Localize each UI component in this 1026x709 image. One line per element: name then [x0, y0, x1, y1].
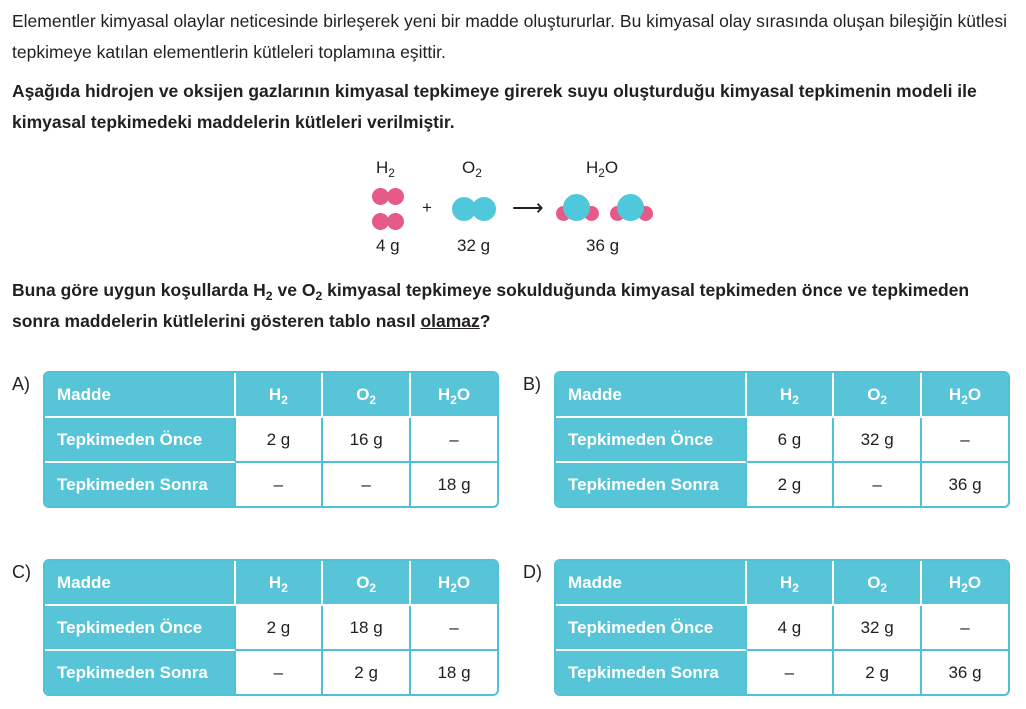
- header-h2o: $H_2O$: [922, 373, 1008, 418]
- row-label-after: Tepkimeden Sonra: [45, 651, 236, 694]
- cell-h2-after: –: [747, 651, 835, 694]
- cell-h2-after: –: [236, 651, 324, 694]
- intro-paragraph-1: Elementler kimyasal olaylar neticesinde birleşerek yeni bir madde oluştururlar. Bu kimyasal olay sırasında oluşan bileşiğin kütlesi tepkimeye katılan elementlerin kütleleri toplamına eşittir.: [12, 11, 1008, 62]
- cell-h2-before: 4 g: [747, 606, 835, 651]
- header-h2o: $H_2O$: [922, 561, 1008, 606]
- row-label-before: Tepkimeden Önce: [45, 606, 236, 651]
- header-o2: $O_2$: [323, 561, 411, 606]
- option-b-table[interactable]: [554, 371, 1010, 508]
- underlined-word: olamaz: [420, 311, 480, 331]
- cell-o2-after: –: [834, 463, 922, 506]
- header-h2o: $H_2O$: [411, 561, 497, 606]
- cell-h2-before: 6 g: [747, 418, 835, 463]
- header-h2: $H_2$: [236, 561, 324, 606]
- header-o2: $O_2$: [323, 373, 411, 418]
- cell-h2o-before: –: [922, 418, 1008, 463]
- reaction-arrow: ⟶: [512, 195, 544, 220]
- question-text: Buna göre uygun koşullarda $H_2$ ve $O_2$ kimyasal tepkimeye sokulduğunda kimyasal tepkimeden önce ve tepkimeden sonra maddelerin kütlelerini gösteren tablo nasıl olamaz?: [12, 280, 970, 331]
- plus-sign: +: [422, 198, 432, 217]
- row-label-before: Tepkimeden Önce: [45, 418, 236, 463]
- reaction-model: [0, 0, 1026, 270]
- header-o2: $O_2$: [834, 561, 922, 606]
- cell-o2-after: –: [323, 463, 411, 506]
- cell-h2-before: 2 g: [236, 418, 324, 463]
- header-madde: Madde: [45, 373, 236, 418]
- cell-h2-after: –: [236, 463, 324, 506]
- option-c-letter[interactable]: C): [12, 562, 31, 582]
- cell-h2o-before: –: [411, 606, 497, 651]
- header-madde: Madde: [556, 561, 747, 606]
- h2-mass: 4 g: [376, 236, 400, 255]
- h2o-formula: $H_2O$: [586, 158, 619, 180]
- header-h2o: $H_2O$: [411, 373, 497, 418]
- intro-paragraph-2: Aşağıda hidrojen ve oksijen gazlarının kimyasal tepkimeye girerek suyu oluşturduğu kimyasal tepkimenin modeli ile kimyasal tepkimedeki maddelerin kütleleri verilmiştir.: [12, 81, 977, 132]
- header-h2: $H_2$: [747, 561, 835, 606]
- cell-h2o-after: 36 g: [948, 474, 982, 494]
- h2-formula: $H_2$: [376, 158, 395, 180]
- row-label-before: Tepkimeden Önce: [556, 606, 747, 651]
- h2o-mass: 36 g: [586, 236, 620, 255]
- cell-h2-before: 2 g: [236, 606, 324, 651]
- option-a-table[interactable]: [43, 371, 499, 508]
- cell-o2-after: 2 g: [834, 651, 922, 694]
- cell-h2o-after: 18 g: [437, 474, 471, 494]
- cell-o2-before: 16 g: [323, 418, 411, 463]
- cell-h2o-before: –: [922, 606, 1008, 651]
- option-c-table[interactable]: [43, 559, 499, 696]
- cell-h2o-after: 18 g: [437, 662, 471, 682]
- header-h2: $H_2$: [747, 373, 835, 418]
- row-label-after: Tepkimeden Sonra: [45, 463, 236, 506]
- cell-h2o-after: 36 g: [948, 662, 982, 682]
- o2-formula: $O_2$: [462, 158, 482, 180]
- cell-h2o-before: –: [411, 418, 497, 463]
- cell-o2-before: 32 g: [834, 606, 922, 651]
- row-label-before: Tepkimeden Önce: [556, 418, 747, 463]
- row-label-after: Tepkimeden Sonra: [556, 651, 747, 694]
- option-d-table[interactable]: [554, 559, 1010, 696]
- option-d-letter[interactable]: D): [523, 562, 542, 582]
- cell-o2-before: 32 g: [834, 418, 922, 463]
- cell-h2-after: 2 g: [747, 463, 835, 506]
- o2-mass: 32 g: [457, 236, 491, 255]
- cell-o2-before: 18 g: [323, 606, 411, 651]
- header-o2: $O_2$: [834, 373, 922, 418]
- option-b-letter[interactable]: B): [523, 374, 541, 394]
- header-madde: Madde: [556, 373, 747, 418]
- option-a-letter[interactable]: A): [12, 374, 30, 394]
- header-madde: Madde: [45, 561, 236, 606]
- header-h2: $H_2$: [236, 373, 324, 418]
- row-label-after: Tepkimeden Sonra: [556, 463, 747, 506]
- cell-o2-after: 2 g: [323, 651, 411, 694]
